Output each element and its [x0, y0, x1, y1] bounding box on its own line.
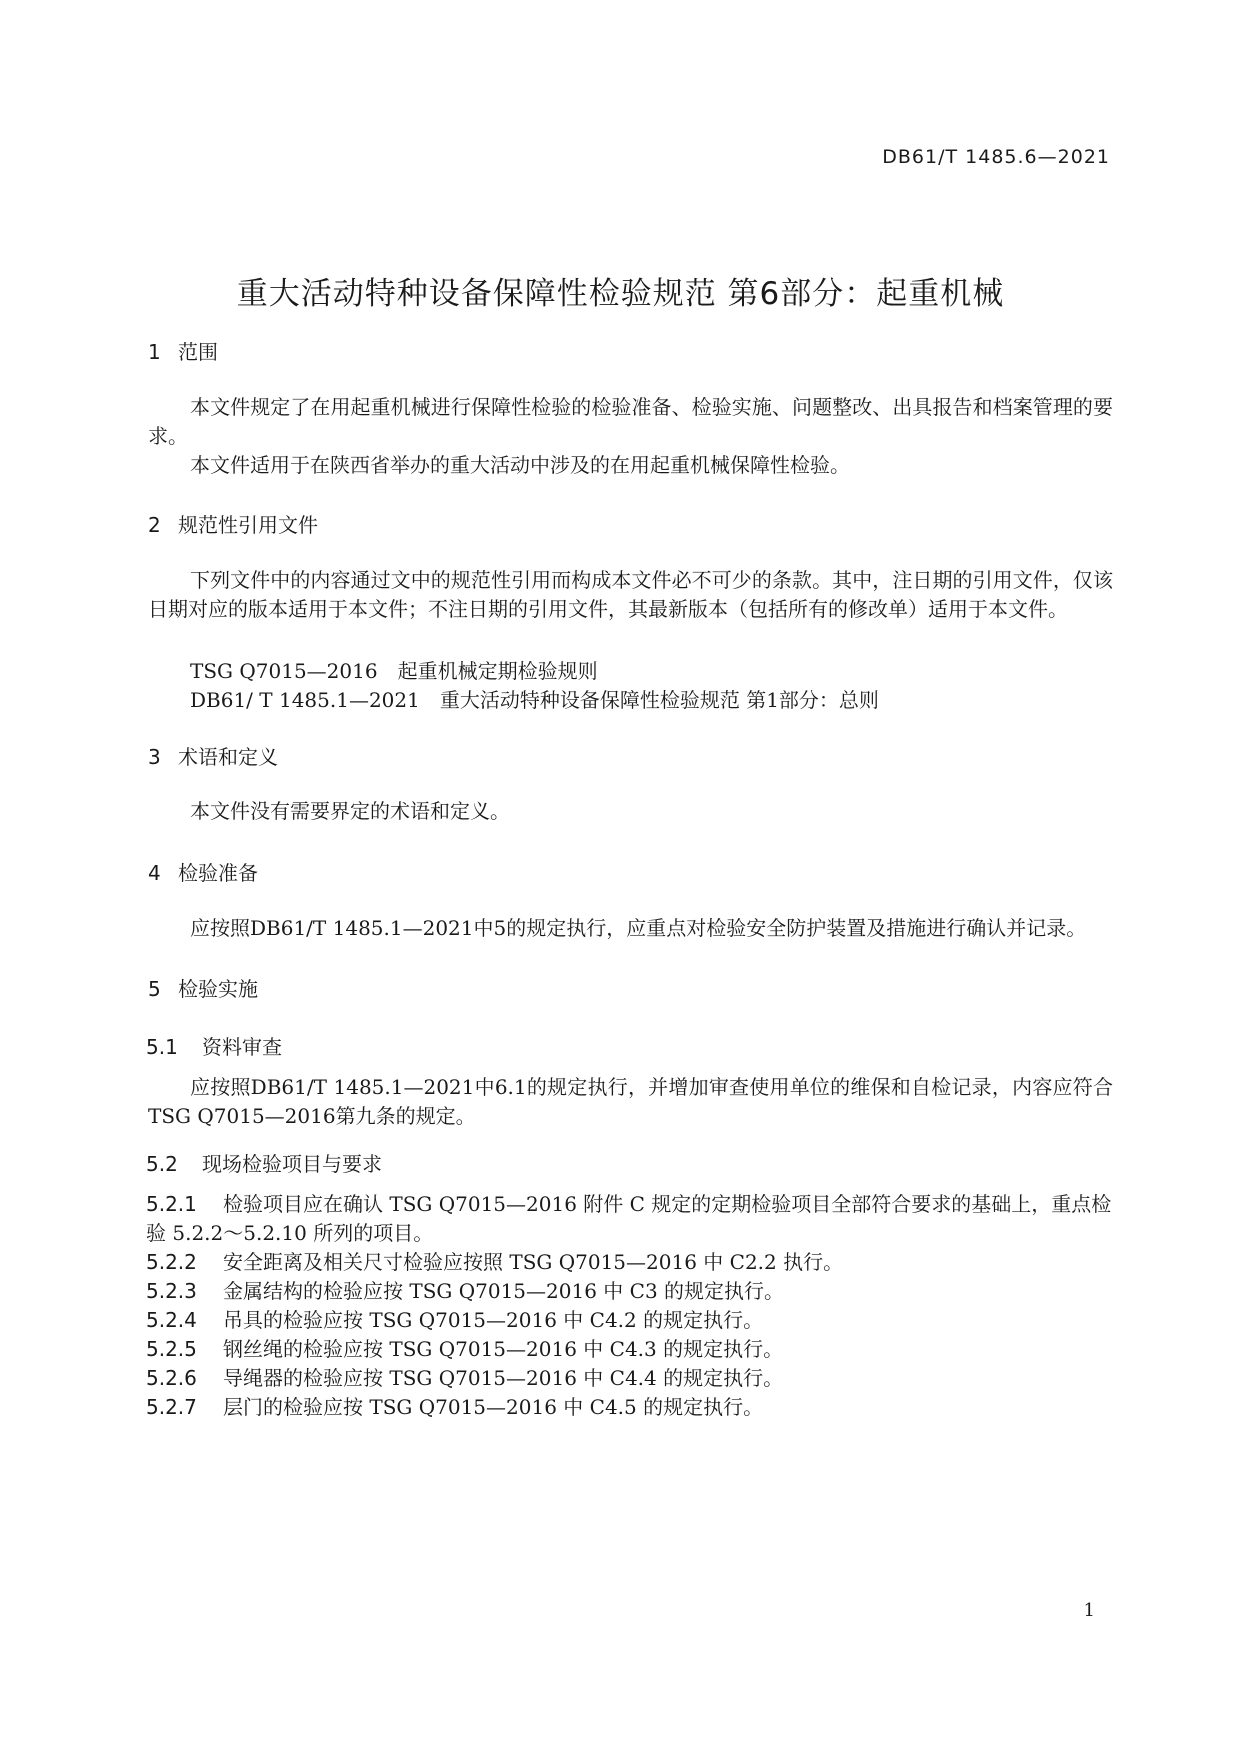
clause-5-2-6 — [146, 1364, 1113, 1393]
section-title: 规范性引用文件 — [178, 513, 318, 537]
clause-5-2-5 — [146, 1335, 1113, 1364]
subsection-title: 资料审查 — [202, 1035, 282, 1059]
clause-text: 吊具的检验应按 TSG Q7015—2016 中 C4.2 的规定执行。 — [223, 1308, 764, 1332]
clause-text: 安全距离及相关尺寸检验应按照 TSG Q7015—2016 中 C2.2 执行。 — [223, 1250, 844, 1274]
section-number: 3 — [148, 745, 161, 769]
section-title: 检验准备 — [178, 861, 258, 885]
clause-text: 导绳器的检验应按 TSG Q7015—2016 中 C4.4 的规定执行。 — [223, 1366, 784, 1390]
subsection-5-1-paragraph: 应按照DB61/T 1485.1—2021中6.1的规定执行，并增加审查使用单位的维保和自检记录，内容应符合TSG Q7015—2016第九条的规定。 — [148, 1075, 1113, 1128]
clause-text: 检验项目应在确认 TSG Q7015—2016 附件 C 规定的定期检验项目全部符合要求的基础上，重点检验 5.2.2～5.2.10 所列的项目。 — [146, 1192, 1112, 1245]
clause-text: 金属结构的检验应按 TSG Q7015—2016 中 C3 的规定执行。 — [223, 1279, 785, 1303]
document-code: DB61/T 1485.6—2021 — [882, 146, 1110, 168]
clause-text: 层门的检验应按 TSG Q7015—2016 中 C4.5 的规定执行。 — [223, 1395, 764, 1419]
subsection-number: 5.1 — [146, 1035, 178, 1059]
subsection-number: 5.2 — [146, 1152, 178, 1176]
section-heading-1 — [148, 336, 218, 365]
reference-item: DB61/ T 1485.1—2021 重大活动特种设备保障性检验规范 第1部分：总则 — [190, 688, 879, 712]
section-heading-3 — [148, 741, 278, 770]
clause-number: 5.2.3 — [146, 1279, 197, 1303]
section-title: 术语和定义 — [178, 745, 278, 769]
section-heading-2 — [148, 509, 318, 538]
subsection-title: 现场检验项目与要求 — [202, 1152, 382, 1176]
section-number: 2 — [148, 513, 161, 537]
page-number: 1 — [1083, 1600, 1095, 1621]
section-2-paragraph-1: 下列文件中的内容通过文中的规范性引用而构成本文件必不可少的条款。其中，注日期的引用文件，仅该日期对应的版本适用于本文件；不注日期的引用文件，其最新版本（包括所有的修改单）适用于本文件。 — [148, 568, 1113, 621]
clause-text: 钢丝绳的检验应按 TSG Q7015—2016 中 C4.3 的规定执行。 — [223, 1337, 784, 1361]
section-heading-5 — [148, 973, 258, 1002]
clause-5-2-3 — [146, 1277, 1113, 1306]
clause-number: 5.2.6 — [146, 1366, 197, 1390]
clause-number: 5.2.4 — [146, 1308, 197, 1332]
clause-5-2-1 — [146, 1190, 1113, 1248]
clause-number: 5.2.7 — [146, 1395, 197, 1419]
section-number: 1 — [148, 340, 161, 364]
section-1-paragraph-2: 本文件适用于在陕西省举办的重大活动中涉及的在用起重机械保障性检验。 — [190, 453, 850, 477]
clause-5-2-4 — [146, 1306, 1113, 1335]
section-title: 检验实施 — [178, 977, 258, 1001]
section-number: 4 — [148, 861, 161, 885]
clause-number: 5.2.2 — [146, 1250, 197, 1274]
section-title: 范围 — [178, 340, 218, 364]
subsection-heading-5-2 — [146, 1148, 382, 1177]
section-heading-4 — [148, 857, 258, 886]
document-title: 重大活动特种设备保障性检验规范 第6部分：起重机械 — [236, 276, 1005, 312]
section-3-paragraph-1: 本文件没有需要界定的术语和定义。 — [190, 799, 510, 823]
reference-item: TSG Q7015—2016 起重机械定期检验规则 — [190, 659, 598, 683]
section-number: 5 — [148, 977, 161, 1001]
clause-number: 5.2.5 — [146, 1337, 197, 1361]
clause-5-2-2 — [146, 1248, 1113, 1277]
clause-number: 5.2.1 — [146, 1192, 197, 1216]
section-4-paragraph-1: 应按照DB61/T 1485.1—2021中5的规定执行，应重点对检验安全防护装置及措施进行确认并记录。 — [190, 916, 1087, 940]
section-1-paragraph-1: 本文件规定了在用起重机械进行保障性检验的检验准备、检验实施、问题整改、出具报告和档案管理的要求。 — [148, 395, 1113, 448]
subsection-heading-5-1 — [146, 1031, 282, 1060]
clause-5-2-7 — [146, 1393, 1113, 1422]
